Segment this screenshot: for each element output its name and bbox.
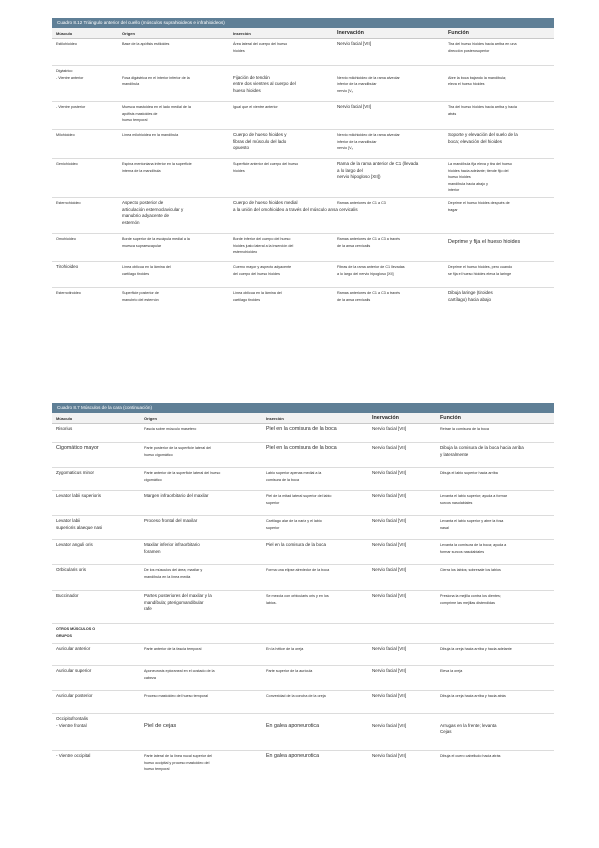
cell-origen: Fosa digástrica en el interior inferior de la mandíbula — [122, 75, 190, 87]
cell-musculo: Cigomático mayor — [56, 445, 99, 451]
cell-inervacion: Nervio facial [VII] — [337, 41, 372, 46]
table-row — [52, 234, 554, 262]
cell-origen: Espina mentoniana inferior en la superficie interna de la mandíbula — [122, 162, 192, 173]
cell-musculo: Levator anguli oris — [56, 542, 93, 547]
cell-origen: Parte posterior de la superficie lateral del hueso cigomático — [144, 446, 212, 457]
table-row — [52, 159, 554, 198]
table-row — [52, 691, 554, 714]
cell-inervacion: Nervio facial [VII] — [372, 493, 407, 498]
header-funcion: Función — [440, 415, 461, 421]
cell-origen: Base de la apófisis estiloides — [122, 42, 170, 46]
cell-origen: Proceso frontal del maxilar — [144, 518, 198, 523]
cell-inervacion: Nervio milohioideo de la rama alveolar inferior de la mandibular nervio [V₃ — [337, 75, 400, 93]
cell-funcion: Levanta el labio superior; ayuda a formar surcos nasolabiales — [440, 494, 508, 505]
cell-musculo: Levator labii superioris — [56, 493, 102, 498]
table-header-row — [52, 28, 554, 39]
cell-insercion: Fijación de tendón entre dos vientres al cuerpo del hueso hioides — [233, 74, 296, 93]
table-row — [52, 66, 554, 102]
cell-inervacion: Nervio facial [VII] — [372, 470, 407, 475]
cell-funcion: Deprime el hueso hioides, pero cuando se fija el hueso hioides eleva la laringe — [448, 265, 513, 276]
cell-inervacion: Nervio facial [VII] — [372, 753, 407, 758]
cell-funcion: Dibuja la comisura de la boca hacia arriba y lateralmente — [440, 445, 524, 457]
cell-inervacion: Nervio milohioideo de la rama alveolar inferior de la mandibular nervio [V₃ — [337, 133, 400, 151]
cell-funcion: Tira del hueso hioides hacia arriba en una dirección posterosuperior — [448, 42, 517, 53]
cell-origen: Muesca mastoidea en el lado medial de la apófisis mastoides de hueso temporal — [122, 105, 191, 123]
cell-insercion: Piel en la comisura de la boca — [266, 445, 337, 451]
cell-musculo: Esternohioideo — [56, 201, 81, 205]
cell-funcion: Tira del hueso hioides hacia arriba y hacia atrás — [448, 105, 517, 116]
header-inervacion: Inervación — [337, 30, 364, 36]
table-row — [52, 540, 554, 565]
table-title: Cuadro 8.7 Músculos de la cara (continuación) — [52, 403, 554, 413]
cell-inervacion: Ramas anteriores de C1 a C3 — [337, 201, 386, 205]
cell-inervacion: Ramas anteriores de C1 a C3 a través de la ansa cervicalis — [337, 291, 400, 302]
cell-insercion: Cuerpo de hueso hioides medial a la unión del omohioideo a través del músculo ansa cervicalis — [233, 200, 358, 212]
cell-funcion: Dibuja la oreja hacia arriba y hacia atrás — [440, 694, 506, 698]
table-row — [52, 491, 554, 516]
cell-musculo: Geniohioideo — [56, 162, 78, 166]
table-row — [52, 424, 554, 443]
cell-origen: Línea milohioidea en la mandíbula — [122, 133, 179, 137]
cell-insercion: Cuerno mayor y aspecto adyacente del cuerpo del hueso hioides — [233, 265, 292, 276]
cell-funcion: Presiona la mejilla contra los dientes; comprime las mejillas distendidas — [440, 594, 501, 605]
cell-insercion: Línea oblicua en la lámina del cartílago tiroides — [233, 291, 282, 302]
header-musculo: Músculo — [56, 31, 73, 36]
cell-origen: Maxilar inferior infraorbitario foramen — [144, 542, 200, 554]
table-row-section — [52, 624, 554, 644]
table-row — [52, 198, 554, 234]
cell-origen: Superficie posterior de manubrio del esternón — [122, 291, 159, 302]
table-facial-muscles — [52, 403, 554, 783]
cell-funcion: Dibuja laringe (tiroides cartílago) hacia abajo — [448, 290, 493, 302]
cell-inervacion: Nervio facial [VII] — [372, 518, 407, 523]
cell-insercion: Borde inferior del cuerpo del hueso hioides justo lateral a la inserción del esternohioideo — [233, 237, 294, 255]
cell-musculo: Tirohioideo — [56, 264, 79, 269]
cell-musculo: Levator labii superioris alaeque nasi — [56, 518, 103, 530]
cell-musculo: Auricular posterior — [56, 693, 93, 698]
cell-funcion: Retrae la comisura de la boca — [440, 427, 489, 431]
cell-funcion: Dibuja el cuero cabelludo hacia atrás — [440, 754, 501, 758]
table-row — [52, 591, 554, 624]
cell-funcion: La mandíbula fija eleva y tira del hueso hioides hacia adelante; tiende fijo del hueso hioides mandíbula hacia abajo y interior — [448, 162, 512, 193]
cell-inervacion: Nervio facial [VII] — [372, 722, 407, 728]
table-row — [52, 565, 554, 591]
cell-funcion: Arrugas en la frente; levanta Cejas — [440, 722, 497, 735]
cell-musculo: Digástrico - Vientre anterior — [56, 69, 84, 80]
cell-origen: Borde superior de la escápula medial a la muesca supraescapular — [122, 237, 190, 248]
cell-musculo: Buccinador — [56, 593, 79, 598]
cell-musculo: Estilohioideo — [56, 42, 77, 46]
cell-funcion: Dibuja el labio superior hacia arriba — [440, 471, 498, 475]
cell-insercion: En galea aponeurotica — [266, 722, 320, 729]
table-anterior-neck — [52, 18, 554, 310]
cell-insercion: Cuerpo de hueso hioides y fibras del músculo del lado opuesto — [233, 132, 287, 151]
cell-insercion: Piel en la comisura de la boca — [266, 542, 327, 547]
cell-origen: Línea oblicua en la lámina del cartílago tiroides — [122, 265, 171, 276]
cell-musculo: Auricular superior — [56, 668, 92, 673]
table-row — [52, 714, 554, 751]
table-row — [52, 443, 554, 468]
cell-inervacion: Nervio facial [VII] — [337, 104, 372, 109]
cell-origen: Parte anterior de la fascia temporal — [144, 647, 202, 651]
cell-origen: Aspecto posterior de articulación esternoclavicular y manubrio adyacente de esternón — [122, 200, 184, 225]
cell-funcion: Deprime y fija el hueso hioides — [448, 239, 521, 245]
cell-origen: Partes posteriores del maxilar y la mandíbula; pterigomandibular rafe — [144, 593, 212, 612]
cell-inervacion: Nervio facial [VII] — [372, 542, 407, 547]
table-row — [52, 516, 554, 540]
cell-funcion: Levanta el labio superior y abre la fosa nasal — [440, 519, 504, 530]
cell-origen: Proceso mastoideo del hueso temporal — [144, 694, 208, 698]
cell-insercion: En la hélice de la oreja — [266, 647, 304, 651]
cell-origen: Fascia sobre músculo masetero — [144, 427, 197, 431]
cell-funcion: Cierra los labios; sobresale los labios — [440, 568, 501, 572]
cell-insercion: Convexidad de la concha de la oreja — [266, 694, 326, 698]
cell-musculo: Auricular anterior — [56, 646, 91, 651]
cell-origen: De los músculos del área; maxilar y mandíbula en la línea media — [144, 568, 203, 579]
cell-origen: Parte lateral de la línea nucal superior del hueso occipital y proceso mastoideo del hueso temporal — [144, 754, 213, 772]
cell-insercion: Se mezcla con orbicularis oris y en los labios. — [266, 594, 329, 605]
table-row — [52, 262, 554, 288]
cell-origen: Margen infraorbitario del maxilar — [144, 493, 209, 498]
cell-inervacion: Nervio facial [VII] — [372, 693, 407, 698]
cell-insercion: Igual que el vientre anterior — [233, 105, 278, 109]
cell-musculo: Occipitofrontalis - Vientre frontal — [56, 716, 89, 728]
cell-musculo: Milohioideo — [56, 133, 75, 137]
cell-musculo: - Vientre occipital — [56, 753, 91, 758]
cell-inervacion: Ramas anteriores de C1 a C3 a través de la ansa cervicalis — [337, 237, 400, 248]
cell-inervacion: Nervio facial [VII] — [372, 567, 407, 572]
cell-funcion: Eleva la oreja — [440, 669, 463, 673]
cell-inervacion: Nervio facial [VII] — [372, 646, 407, 651]
cell-musculo: Risorius — [56, 426, 73, 431]
cell-insercion: Cartílago alar de la nariz y el labio superior — [266, 519, 322, 530]
cell-inervacion: Nervio facial [VII] — [372, 445, 407, 450]
cell-funcion: Soporte y elevación del suelo de la boca; elevación del hioides — [448, 132, 518, 144]
header-funcion: Función — [448, 30, 469, 36]
cell-inervacion: Fibras de la rama anterior de C1 llevadas a lo largo del nervio hipogloso [XII] — [337, 265, 405, 276]
cell-origen: Aponeurosis epicraneal en el costado de la cabeza — [144, 669, 215, 680]
cell-funcion: Dibuja la oreja hacia arriba y hacia adelante — [440, 647, 512, 651]
table-row — [52, 130, 554, 159]
cell-insercion: Piel de la mitad lateral superior del labio superior — [266, 494, 332, 505]
cell-insercion: Superficie anterior del cuerpo del hueso hioides — [233, 162, 299, 173]
table-row — [52, 468, 554, 491]
cell-insercion: Parte superior de la aurícula — [266, 669, 313, 673]
cell-funcion: Abre la boca bajando la mandíbula; eleva el hueso hioides — [448, 75, 507, 87]
table-header-row — [52, 413, 554, 424]
cell-musculo: Zygomaticus minor — [56, 470, 95, 475]
cell-musculo: - Vientre posterior — [56, 105, 86, 109]
cell-origen: Piel de cejas — [144, 722, 177, 729]
cell-insercion: En galea aponeurotica — [266, 753, 320, 759]
table-row — [52, 39, 554, 66]
cell-funcion: Levanta la comisura de la boca; ayuda a formar surcos nasolabiales — [440, 543, 507, 554]
cell-musculo: Orbicularis oris — [56, 567, 87, 572]
table-row — [52, 288, 554, 310]
header-origen: Origen — [144, 416, 157, 421]
header-insercion: Inserción — [266, 416, 284, 421]
cell-funcion: Deprime el hueso hioides después de tragar — [448, 201, 510, 212]
cell-insercion: Área lateral del cuerpo del hueso hioides — [233, 42, 288, 53]
table-row — [52, 644, 554, 666]
table-row — [52, 102, 554, 130]
cell-insercion: Forma una elipse alrededor de la boca — [266, 568, 330, 572]
cell-musculo: Omohioideo — [56, 237, 76, 241]
cell-musculo: Esternotiroideo — [56, 291, 81, 295]
header-musculo: Músculo — [56, 416, 73, 421]
cell-inervacion: Nervio facial [VII] — [372, 593, 407, 598]
header-insercion: Inserción — [233, 31, 251, 36]
header-origen: Origen — [122, 31, 135, 36]
cell-inervacion: Nervio facial [VII] — [372, 426, 407, 431]
table-row — [52, 666, 554, 691]
table-title: Cuadro 8.12 Triángulo anterior del cuello (músculos suprahioideos e infrahioideos) — [52, 18, 554, 28]
cell-inervacion: Nervio facial [VII] — [372, 668, 407, 673]
section-heading: OTROS MÚSCULOS O GRUPOS — [56, 627, 96, 638]
cell-insercion: Labio superior apenas medial a la comisura de la boca — [266, 471, 322, 482]
cell-inervacion: Rama de la rama anterior de C1 (llevada a lo largo del nervio hipogloso [XII]) — [337, 161, 419, 180]
table-row — [52, 751, 554, 783]
header-inervacion: Inervación — [372, 415, 399, 421]
cell-origen: Parte anterior de la superficie lateral del hueso cigomático — [144, 471, 221, 482]
cell-insercion: Piel en la comisura de la boca — [266, 426, 337, 432]
